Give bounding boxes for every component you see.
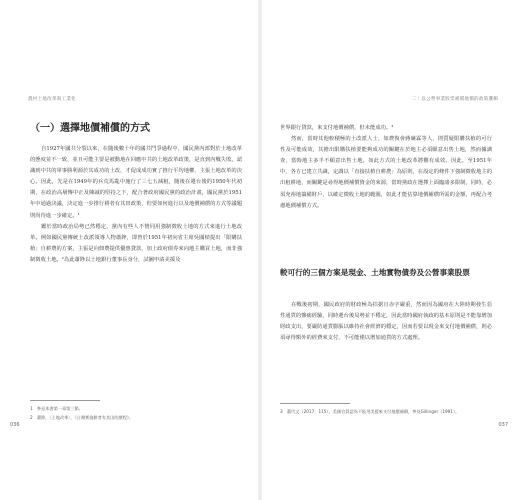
paragraph: 在戰後初期，國民政府的財政極為拮据且赤字嚴重，然而因為國府在大陸時期發生惡性通貨的慘痛經驗，同時遷台後局勢並不穩定，因此當時國府執政的基本原則是不能靠增加財政支出，要嚴防通貨膨脹以維持社會經濟的穩定，因而若要以現金來支付地價補償，則必須尋得額外的經費來支付，不可能僅以增加通貨的方式處理。 (280, 302, 492, 342)
page-number-left: 036 (10, 422, 20, 428)
footnote: 1 參見本書第一章第三節。 (30, 406, 83, 411)
page-number-right: 037 (498, 422, 508, 428)
sub-heading: 較可行的三個方案是現金、土地實物債券及公營事業股票 (280, 268, 470, 277)
right-body-text-top (280, 123, 492, 212)
running-head-left: 農村土地改革與工業化 (28, 97, 76, 102)
footnote: 3 蕭代文（2017：115），美國官員認為不能用美援來支付地價補償，參見Gillinger（1991）。 (280, 409, 460, 414)
paragraph: 世界銀行貸款，來支付地價補償，但未能成功。³ (280, 125, 394, 131)
right-body-text-bottom (280, 300, 492, 344)
footnotes-left (30, 405, 242, 422)
left-body-text (30, 144, 242, 266)
footnotes-right (280, 408, 492, 417)
footnote-rule (30, 400, 100, 401)
section-title: （一）選擇地價補償的方式 (30, 123, 150, 134)
paragraph: 然而，當時其他較積極的土改派人士，如農復會蔣廉霖等人，則質疑限購扶植的可行性及可能成效，其擔出限購扶植要能夠成功的關鍵在於地主必須願意出售土地，然而據調查，當時地主多半不願意出售土地，如此方式的土地改革將難有成效。因此，至1951年中，各方已建立共識，定調以「直接扶植自耕農」為原則，在設定的條件下強制徵收地主的出租耕地，而關鍵是尋得地價補償資金的來源，當時黨政在選擇上面臨諸多限制，同時，必須充裕地籌備財戶，以確定徵收土地的範圍，如此才能估算地價補償所需的金額，再配合考慮地價補償方式。 (280, 136, 492, 209)
paragraph: 自1927年國共分裂以來，在隨後數十年的國共鬥爭過程中，國民黨內部對於土地改革的態度並不一致，並且可能主要是被動地在回應中共的土地改革政策，是直到內戰失敗，認識到中共的軍事勝利源於其成功的土改，才促成成功實了推行平均地權，主張土地改革的決心。因此，先是在1949年的兵荒馬亂中施行了三七五減租，隨後在遷台後的1950年代初期，在政治高層傳中正及陳誠的堅持之下，配合著政府國民黨的政治計畫，國民黨於1951年中通過決議，決定進一步推行耕者有其田政策，但要如何進行以及地價補償的方式等議題則尚待進一步確定。¹ (30, 146, 242, 219)
footnote-rule (280, 403, 350, 404)
paragraph: 鑑於當時政治局勢已然穩定，黨內有些人不贊同用強制徵收土地的方式來進行土地改革。例如國民黨傳統土改派領導人物蕭錚，即曾於1951年初向省主席吳國楨提出「限購扶植」自耕農的方案，主張是向佃農提供優惠貸款，加上政府債券來向地主購買土地，而非強制徵收土地。²為此蕭錚以土地銀行董事長身分，試圖申請美援及 (30, 223, 242, 263)
running-head-right: 二｜以公營事業股票補償地價的政策邏輯 (411, 97, 498, 102)
right-page (260, 0, 520, 500)
footnote: 2 蕭錚，〈土地改革〉，《台灣實施耕者有其田的歷程》。 (30, 414, 134, 420)
